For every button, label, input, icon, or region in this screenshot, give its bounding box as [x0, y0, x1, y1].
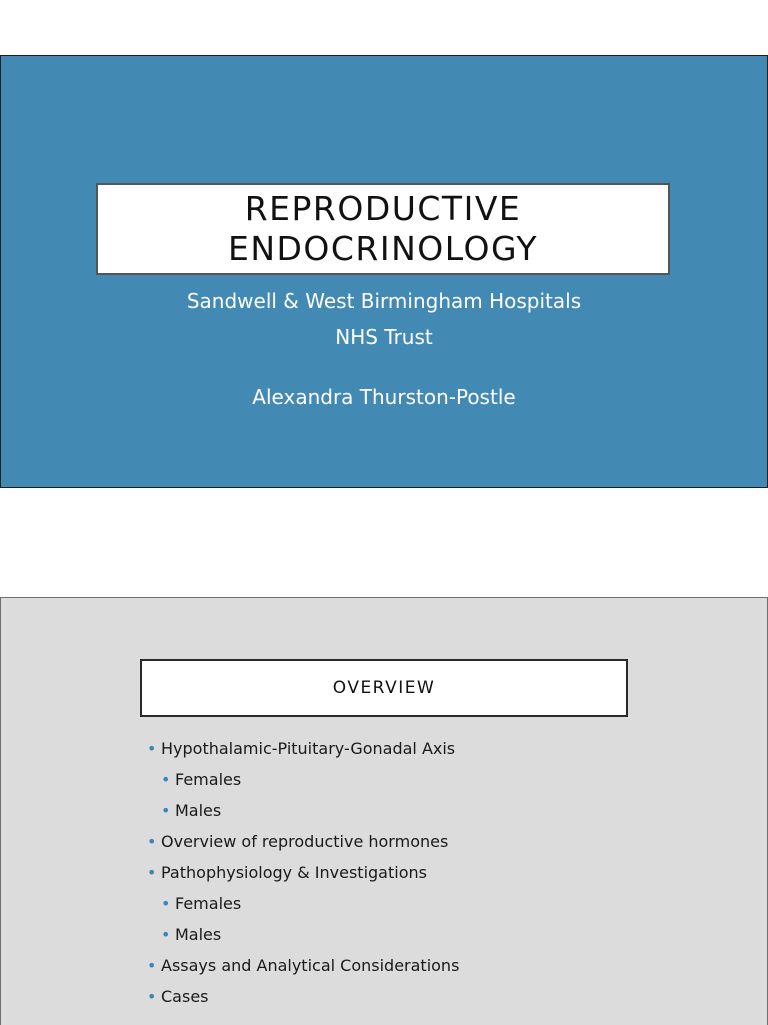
- bullet-icon: •: [161, 801, 171, 820]
- overview-title-box: [140, 659, 628, 717]
- list-item: [161, 894, 241, 914]
- organization-line-1: Sandwell & West Birmingham Hospitals: [186, 289, 582, 313]
- author-name: Alexandra Thurston-Postle: [252, 385, 516, 409]
- bullet-icon: •: [147, 832, 157, 851]
- title-box: [96, 183, 670, 275]
- list-item-text: Assays and Analytical Considerations: [161, 956, 460, 975]
- overview-title: OVERVIEW: [332, 678, 436, 698]
- bullet-icon: •: [161, 925, 171, 944]
- bullet-icon: •: [147, 863, 157, 882]
- bullet-icon: •: [161, 894, 171, 913]
- title-line-1: REPRODUCTIVE: [244, 189, 522, 228]
- organization-line-2: NHS Trust: [335, 325, 433, 349]
- list-item-text: Hypothalamic-Pituitary-Gonadal Axis: [161, 739, 456, 758]
- list-item: [161, 801, 221, 821]
- list-item-text: Females: [175, 894, 242, 913]
- title-slide: [0, 55, 768, 488]
- title-line-2: ENDOCRINOLOGY: [227, 229, 539, 268]
- bullet-icon: •: [147, 739, 157, 758]
- bullet-icon: •: [161, 770, 171, 789]
- list-item-text: Pathophysiology & Investigations: [161, 863, 427, 882]
- list-item: [147, 987, 209, 1007]
- bullet-icon: •: [147, 956, 157, 975]
- list-item-text: Cases: [161, 987, 209, 1006]
- list-item-text: Males: [175, 801, 222, 820]
- list-item-text: Overview of reproductive hormones: [161, 832, 449, 851]
- overview-slide: [0, 597, 768, 1025]
- list-item-text: Females: [175, 770, 242, 789]
- bullet-icon: •: [147, 987, 157, 1006]
- list-item: [147, 739, 455, 759]
- list-item: [147, 956, 459, 976]
- list-item: [161, 925, 221, 945]
- list-item: [147, 863, 427, 883]
- list-item: [161, 770, 241, 790]
- list-item-text: Males: [175, 925, 222, 944]
- list-item: [147, 832, 448, 852]
